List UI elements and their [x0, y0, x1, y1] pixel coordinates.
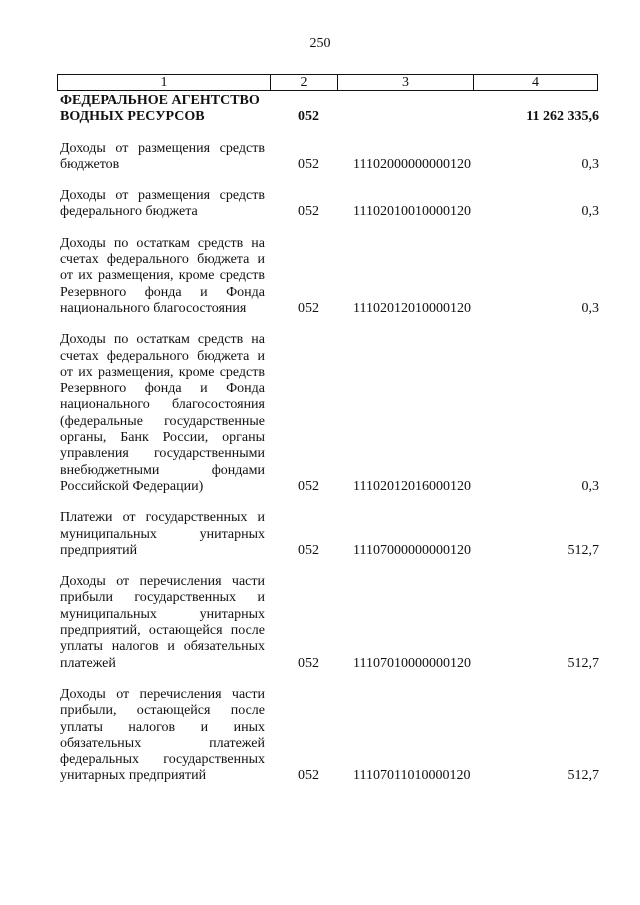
row-name-line: предприятий	[60, 542, 138, 558]
table-row	[60, 93, 600, 126]
row-name-line: прибыли государственных и	[60, 590, 265, 606]
row-name-line: муниципальных унитарных	[60, 606, 265, 622]
table-row	[60, 687, 600, 785]
table-header	[57, 74, 598, 91]
row-name	[60, 93, 265, 126]
row-name	[60, 141, 265, 174]
row-name-line: средств Резервного фонда и	[60, 268, 265, 300]
row-name-line: Фонда национального	[60, 381, 265, 413]
table-row	[60, 574, 600, 672]
row-name-line: Доходы от перечисления части	[60, 574, 265, 590]
row-code: 052	[298, 109, 319, 125]
row-name	[60, 188, 265, 221]
row-name-line: Доходы по остаткам средств на	[60, 235, 265, 251]
row-code: 052	[298, 204, 319, 220]
row-amount: 512,7	[567, 542, 599, 558]
row-name-line: прибыли, остающейся после	[60, 703, 265, 719]
row-name-line: государственными	[153, 446, 265, 462]
row-name	[60, 574, 265, 672]
row-name-line: федеральных государственных	[60, 752, 265, 768]
row-name-line: Доходы по остаткам средств на	[60, 332, 265, 348]
row-kbk: 11107010000000120	[353, 655, 471, 671]
row-name-line: благосостояния (федеральные	[60, 397, 265, 429]
column-header-1: 1	[58, 75, 271, 90]
page-number: 250	[309, 36, 331, 51]
row-name-line: и от их размещения, кроме	[60, 252, 266, 284]
row-name-line: России, органы управления	[60, 430, 265, 462]
row-name-line: Фонда национального	[60, 284, 265, 316]
row-kbk: 11102012010000120	[353, 300, 471, 316]
row-name-line: после уплаты налогов и	[60, 623, 265, 655]
row-name	[60, 236, 265, 317]
row-code: 052	[298, 542, 319, 558]
column-header-3: 3	[338, 75, 474, 90]
row-amount: 512,7	[567, 768, 599, 784]
row-kbk: 11102012016000120	[353, 478, 471, 494]
row-amount: 0,3	[581, 204, 599, 220]
row-name-line: обязательных платежей	[60, 639, 265, 671]
table-row	[60, 332, 600, 495]
row-code: 052	[298, 156, 319, 172]
row-name	[60, 687, 265, 785]
column-header-2: 2	[271, 75, 338, 90]
row-name-line: средств Резервного фонда и	[60, 364, 265, 397]
row-name-line: муниципальных унитарных	[60, 526, 265, 542]
row-name-line: Доходы от размещения средств	[60, 140, 265, 156]
row-code: 052	[298, 478, 319, 494]
row-kbk: 11102010010000120	[353, 204, 471, 220]
row-amount: 0,3	[581, 478, 599, 494]
row-name-line: унитарных предприятий	[60, 768, 207, 784]
row-name-line: государственные органы, Банк	[60, 413, 265, 446]
row-name-line: уплаты налогов и иных	[60, 719, 265, 735]
row-name	[60, 332, 265, 495]
row-name	[60, 510, 265, 559]
row-code: 052	[298, 300, 319, 316]
table-row	[60, 141, 600, 174]
row-name-line: обязательных платежей	[60, 735, 265, 751]
row-name-line: Российской Федерации)	[60, 478, 204, 494]
row-kbk: 11107000000000120	[353, 542, 471, 558]
row-amount: 0,3	[581, 300, 599, 316]
row-code: 052	[298, 655, 319, 671]
row-name-line: ВОДНЫХ РЕСУРСОВ	[60, 109, 205, 125]
row-name-line: и от их размещения, кроме	[60, 348, 266, 380]
row-name-line: счетах федерального бюджета	[60, 348, 250, 364]
row-name-line: ФЕДЕРАЛЬНОЕ АГЕНТСТВО	[60, 93, 260, 108]
row-name-line: внебюджетными фондами	[60, 462, 265, 478]
column-header-4: 4	[532, 75, 539, 90]
row-name-line: Доходы от перечисления части	[60, 686, 265, 702]
row-name-line: благосостояния	[153, 300, 247, 316]
row-name-line: федерального бюджета	[60, 204, 198, 220]
table-row	[60, 510, 600, 559]
row-amount: 0,3	[581, 156, 599, 172]
row-code: 052	[298, 768, 319, 784]
table-body	[60, 93, 600, 800]
row-name-line: Доходы от размещения средств	[60, 188, 265, 204]
row-name-line: бюджетов	[60, 156, 120, 172]
row-kbk: 11107011010000120	[353, 768, 471, 784]
row-amount: 11 262 335,6	[526, 109, 599, 125]
row-name-line: предприятий, остающейся	[60, 623, 223, 639]
table-row	[60, 188, 600, 221]
table-row	[60, 236, 600, 317]
row-amount: 512,7	[567, 655, 599, 671]
row-kbk: 11102000000000120	[353, 156, 471, 172]
row-name-line: Платежи от государственных и	[60, 510, 265, 526]
row-name-line: счетах федерального бюджета	[60, 252, 250, 268]
